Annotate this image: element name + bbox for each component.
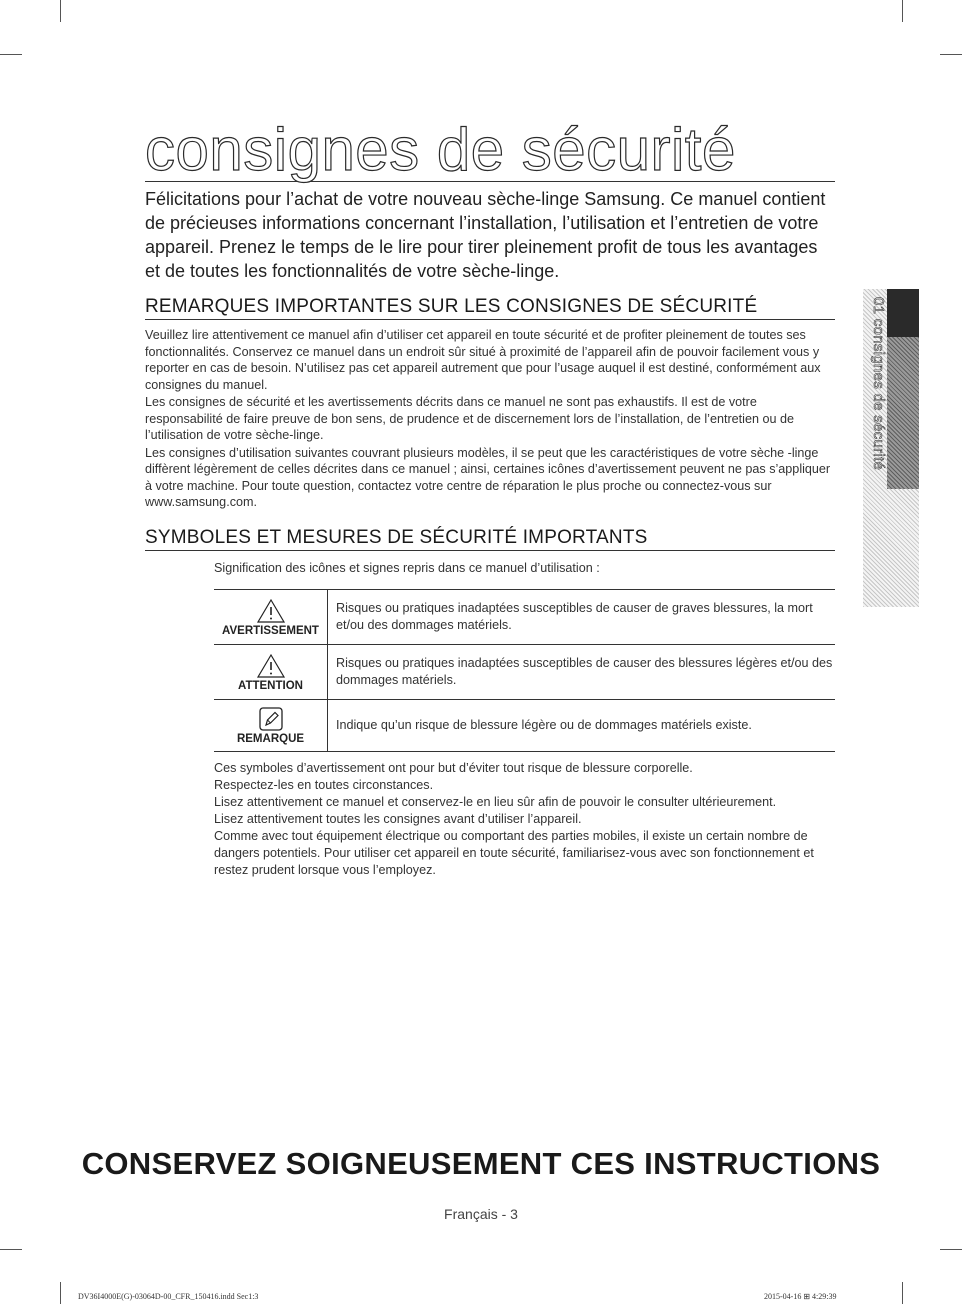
note-line: Ces symboles d’avertissement ont pour but d’éviter tout risque de blessure corporelle. xyxy=(214,761,693,775)
crop-mark xyxy=(940,54,962,55)
print-slug-file: DV36I4000E(G)-03064D-00_CFR_150416.indd Sec1:3 xyxy=(78,1292,259,1301)
crop-mark xyxy=(902,0,903,22)
chapter-tab-marker xyxy=(887,289,919,337)
symbol-label: AVERTISSEMENT xyxy=(222,624,319,637)
crop-mark xyxy=(0,1249,22,1250)
symbol-cell xyxy=(214,590,328,645)
crop-mark xyxy=(940,1249,962,1250)
symbol-description: Risques ou pratiques inadaptées susceptibles de causer de graves blessures, la mort et/ou des dommages matériels. xyxy=(336,601,813,632)
crop-mark xyxy=(902,1282,903,1304)
footer-heading: CONSERVEZ SOIGNEUSEMENT CES INSTRUCTIONS xyxy=(81,1146,881,1181)
page-number: Français - 3 xyxy=(444,1206,518,1222)
note-line: Respectez-les en toutes circonstances. xyxy=(214,778,434,792)
note-line: Comme avec tout équipement électrique ou comportant des parties mobiles, il existe un certain nombre de dangers potentiels. Pour utiliser cet appareil en toute sécurité, familiarisez-vous avec son fonctionnement et restez prudent lorsque vous l’employez. xyxy=(214,829,814,877)
table-row xyxy=(214,700,835,752)
chapter-tab xyxy=(863,289,919,607)
table-row xyxy=(214,590,835,645)
note-line: Lisez attentivement ce manuel et conservez-le en lieu sûr afin de pouvoir le consulter ultérieurement. xyxy=(214,795,777,809)
note-pencil-icon xyxy=(257,706,285,732)
symbol-cell xyxy=(214,645,328,700)
symbols-table xyxy=(214,589,835,752)
note-line: Lisez attentivement toutes les consignes avant d’utiliser l’appareil. xyxy=(214,812,582,826)
symbol-label: ATTENTION xyxy=(238,679,303,692)
warning-triangle-icon xyxy=(256,653,286,679)
symbol-description: Risques ou pratiques inadaptées susceptibles de causer des blessures légères et/ou des dommages matériels. xyxy=(336,656,833,687)
crop-mark xyxy=(0,54,22,55)
section-heading-remarques: REMARQUES IMPORTANTES SUR LES CONSIGNES DE SÉCURITÉ xyxy=(145,295,835,320)
intro-paragraph: Félicitations pour l’achat de votre nouveau sèche-linge Samsung. Ce manuel contient de précieuses informations concernant l’installation, l’utilisation et l’entretien de votre appareil. Prenez le temps de le lire pour tirer pleinement profit de tous les avantages et de toutes les fonctionnalités de votre sèche-linge. xyxy=(145,189,826,281)
section-body-remarques xyxy=(145,327,835,512)
symbol-cell xyxy=(214,700,328,752)
paragraph: Veuillez lire attentivement ce manuel afin d’utiliser cet appareil en toute sécurité et de profiter pleinement de toutes ses fonctionnalités. Conservez ce manuel dans un endroit sûr situé à proximité de l’appareil afin de pouvoir facilement vous y reporter en cas de besoin. N’utilisez pas cet appareil autrement que pour l’usage auquel il est destiné, conformément aux consignes du manuel. xyxy=(145,328,821,392)
crop-mark xyxy=(60,0,61,22)
symbols-intro: Signification des icônes et signes repris dans ce manuel d’utilisation : xyxy=(214,561,600,575)
print-slug-date: 2015-04-16 ⊞ 4:29:39 xyxy=(764,1292,837,1301)
paragraph: Les consignes d’utilisation suivantes couvrant plusieurs modèles, il se peut que les caractéristiques de votre sèche -linge diffèrent légèrement de celles décrites dans ce manuel ; ainsi, certaines icônes d’avertissement peuvent ne pas s’appliquer à votre machine. Pour toute question, contactez votre centre de réparation le plus proche ou connectez-vous sur www.samsung.com. xyxy=(145,445,831,509)
table-row xyxy=(214,645,835,700)
symbol-label: REMARQUE xyxy=(236,733,305,745)
symbol-description: Indique qu’un risque de blessure légère ou de dommages matériels existe. xyxy=(336,718,752,732)
page-title: consignes de sécurité xyxy=(145,118,835,182)
crop-mark xyxy=(60,1282,61,1304)
warning-triangle-icon xyxy=(256,598,286,624)
symbol-notes xyxy=(214,760,834,879)
paragraph: Les consignes de sécurité et les avertissements décrits dans ce manuel ne sont pas exhaustifs. Il est de votre responsabilité de faire preuve de bon sens, de prudence et de discernement lors de l’installation, de l’entretien ou de l’utilisation de votre sèche-linge. xyxy=(145,395,794,442)
section-heading-symboles: SYMBOLES ET MESURES DE SÉCURITÉ IMPORTANTS xyxy=(145,526,835,551)
chapter-tab-label: 01 consignes de sécurité xyxy=(870,297,887,471)
